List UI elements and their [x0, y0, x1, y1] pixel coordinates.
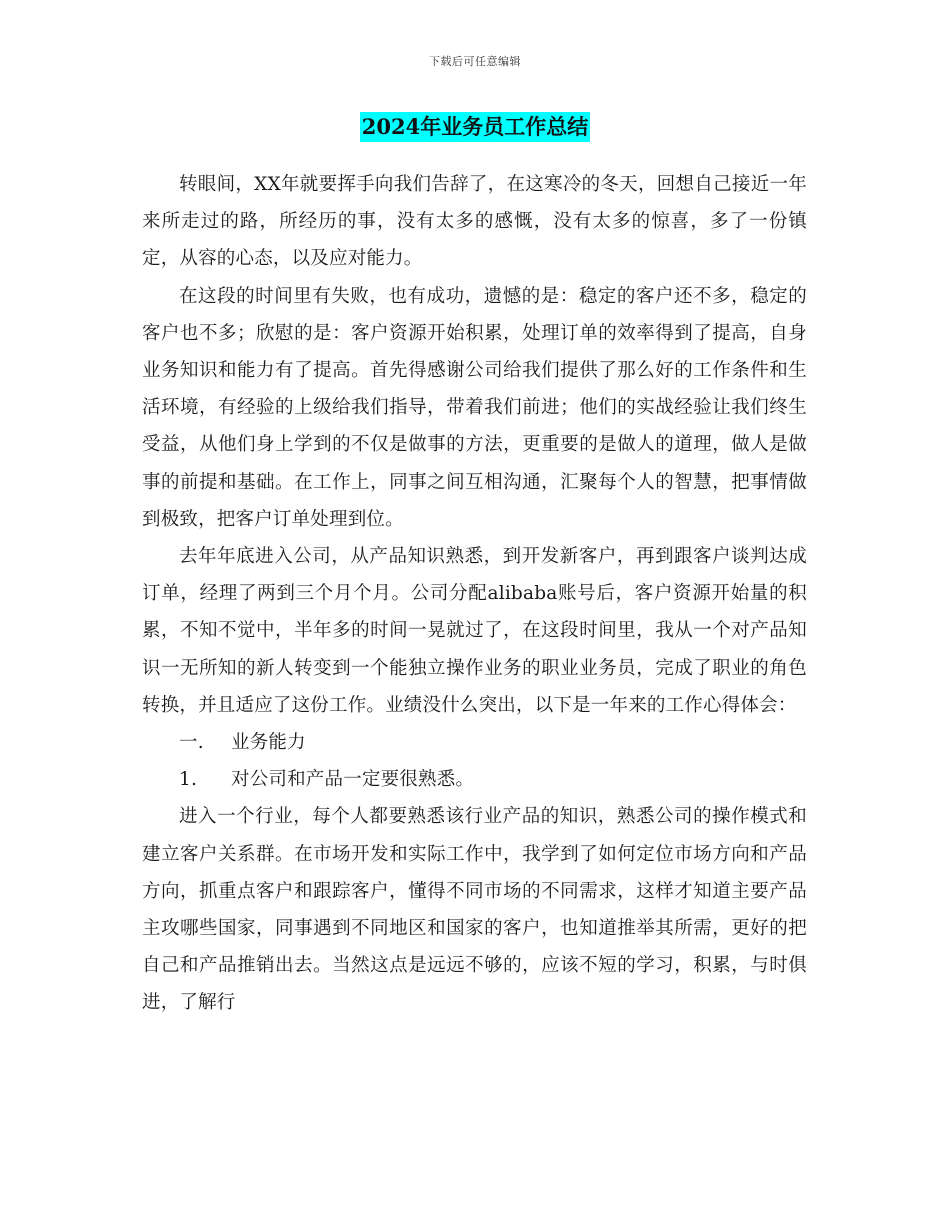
document-body — [142, 166, 807, 1022]
title-wrap — [0, 112, 950, 142]
document-title: 2024年业务员工作总结 — [360, 112, 590, 142]
section-heading — [142, 724, 807, 761]
header-note: 下载后可任意编辑 — [429, 55, 521, 68]
subsection-number: 1. — [179, 769, 198, 791]
paragraph-4: 进入一个行业，每个人都要熟悉该行业产品的知识，熟悉公司的操作模式和建立客户关系群。在市场开发和实际工作中，我学到了如何定位市场方向和产品方向，抓重点客户和跟踪客户，懂得不同市场的不同需求，这样才知道主要产品主攻哪些国家，同事遇到不同地区和国家的客户，也知道推举其所需，更好的把自己和产品推销出去。当然这点是远远不够的，应该不短的学习，积累，与时俱进，了解行 — [142, 806, 807, 1014]
section-number: 一. — [179, 732, 204, 754]
section-label: 业务能力 — [231, 732, 306, 754]
subsection-label: 对公司和产品一定要很熟悉。 — [231, 769, 475, 791]
subsection-heading — [142, 761, 807, 798]
paragraph-1: 转眼间，XX年就要挥手向我们告辞了，在这寒冷的冬天，回想自己接近一年来所走过的路，所经历的事，没有太多的感慨，没有太多的惊喜，多了一份镇定，从容的心态，以及应对能力。 — [142, 174, 807, 270]
paragraph-2: 在这段的时间里有失败，也有成功，遗憾的是：稳定的客户还不多，稳定的客户也不多；欣慰的是：客户资源开始积累，处理订单的效率得到了提高，自身业务知识和能力有了提高。首先得感谢公司给我们提供了那么好的工作条件和生活环境，有经验的上级给我们指导，带着我们前进；他们的实战经验让我们终生受益，从他们身上学到的不仅是做事的方法，更重要的是做人的道理，做人是做事的前提和基础。在工作上，同事之间互相沟通，汇聚每个人的智慧，把事情做到极致，把客户订单处理到位。 — [142, 285, 807, 530]
paragraph-3: 去年年底进入公司，从产品知识熟悉，到开发新客户，再到跟客户谈判达成订单，经理了两到三个月个月。公司分配alibaba账号后，客户资源开始量的积累，不知不觉中，半年多的时间一晃就过了，在这段时间里，我从一个对产品知识一无所知的新人转变到一个能独立操作业务的职业业务员，完成了职业的角色转换，并且适应了这份工作。业绩没什么突出，以下是一年来的工作心得体会： — [142, 546, 807, 716]
